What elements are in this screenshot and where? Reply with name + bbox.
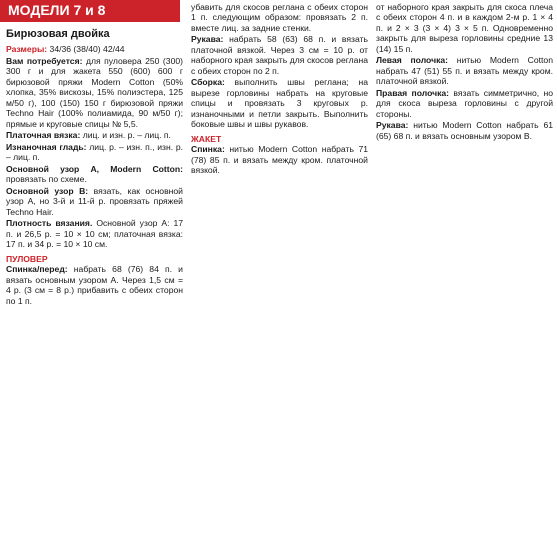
column-2: [191, 2, 368, 550]
paragraph: Сборка: выполнить швы реглана; на вырезе горловины набрать на круговые спицы и провязать 3 круговых р. изнаночными и петли закрыть. Выполнить боковые швы и швы рукавов.: [191, 77, 368, 130]
paragraph: Изнаночная гладь: лиц. р. – изн. п., изн. р. – лиц. п.: [6, 141, 183, 163]
section-heading-pullover: ПУЛОВЕР: [6, 253, 48, 264]
column-3: [376, 2, 553, 550]
paragraph: Основной узор В: вязать, как основной узор А, но 3-й и 11-й р. провязать пряжей Techno Hair.: [6, 185, 183, 217]
paragraph: Размеры: 34/36 (38/40) 42/44: [6, 44, 125, 55]
paragraph: Правая полочка: вязать симметрично, но для скоса выреза горловины с другой стороны.: [376, 87, 553, 119]
section-banner: МОДЕЛИ 7 и 8: [0, 0, 180, 22]
paragraph: Вам потребуется: для пуловера 250 (300) 300 г и для жакета 550 (600) 600 г бирюзовой пряжи Modern Cotton (50% хлопка, 35% вискозы, 15% полиэстера, 125 м/50 г), 100 (150) 150 г бирюзовой пряжи Techno Hair (100% полиамида, 90 м/50 г); прямые и круговые спицы № 5,5.: [6, 55, 183, 129]
paragraph: Основной узор А, Modern Cotton: провязать по схеме.: [6, 163, 183, 185]
column-1: [6, 2, 183, 550]
paragraph: от наборного края закрыть для скоса плеча с обеих сторон 4 п. и в каждом 2-м р. 1 × 4 п. и 2 × 3 (3 × 4) 3 × 5 п. Одновременно закрыть для выреза горловины средние 13 (14) 15 п.: [376, 2, 553, 54]
text-columns: [6, 2, 553, 550]
paragraph: убавить для скосов реглана с обеих сторон 1 п. следующим образом: провязать 2 п. вместе лиц. за задние стенки.: [191, 2, 368, 33]
paragraph: Рукава: набрать 58 (63) 68 п. и вязать платочной вязкой. Через 3 см = 10 р. от наборного края закрыть для скосов реглана с обеих сторон по 2 п.: [191, 34, 368, 76]
model-subtitle: Бирюзовая двойка: [6, 28, 110, 40]
paragraph: Спинка: нитью Modern Cotton набрать 71 (78) 85 п. и вязать между кром. платочной вязкой.: [191, 144, 368, 176]
paragraph: Рукава: нитью Modern Cotton набрать 61 (65) 68 п. и вязать основным узором В.: [376, 120, 553, 141]
paragraph: Спинка/перед: набрать 68 (76) 84 п. и вязать основным узором А. Через 1,5 см = 4 р. (3 см = 8 р.) прибавить с обеих сторон по 1 п.: [6, 264, 183, 306]
section-heading-jacket: ЖАКЕТ: [191, 133, 222, 144]
paragraph: Платочная вязка: лиц. и изн. р. – лиц. п.: [6, 130, 171, 141]
paragraph: Левая полочка: нитью Modern Cotton набрать 47 (51) 55 п. и вязать между кром. платочной вязкой.: [376, 55, 553, 87]
paragraph: Плотность вязания. Основной узор А: 17 п. и 26,5 р. = 10 × 10 см; платочная вязка: 17 п. и 34 р. = 10 × 10 см.: [6, 218, 183, 250]
